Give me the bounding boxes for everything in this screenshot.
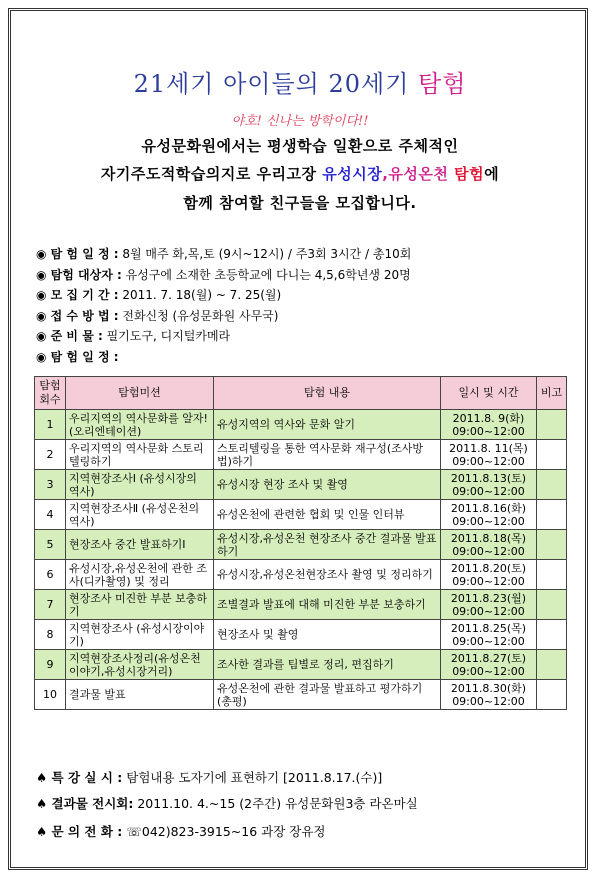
info-list xyxy=(36,244,576,367)
cell-time: 09:00~12:00 xyxy=(452,604,525,618)
cell-date: 2011.8.20(토) xyxy=(450,561,527,575)
cell-datetime xyxy=(441,470,537,500)
cell-mission: 현장조사 중간 발표하기Ⅰ xyxy=(66,530,214,560)
header-note: 비고 xyxy=(537,377,567,410)
table-header xyxy=(35,377,567,410)
cell-mission: 우리지역의 역사문화 스토리텔링하기 xyxy=(66,440,214,470)
cell-content: 스토리텔링을 통한 역사문화 재구성(조사방법)하기 xyxy=(214,440,441,470)
cell-mission: 지역현장조사Ⅱ (유성온천의 역사) xyxy=(66,500,214,530)
table-row xyxy=(35,410,567,440)
cell-mission: 지역현장조사정리(유성온천이야기,유성시장거리) xyxy=(66,650,214,680)
cell-content: 유성시장 현장 조사 및 촬영 xyxy=(214,470,441,500)
cell-note xyxy=(537,680,567,710)
cell-no: 10 xyxy=(35,680,66,710)
place-market: 유성시장 xyxy=(322,165,383,183)
cell-content: 조별결과 발표에 대해 미진한 부분 보충하기 xyxy=(214,590,441,620)
cell-content: 조사한 결과를 팀별로 정리, 편집하기 xyxy=(214,650,441,680)
info-schedule: ◉ 탐 험 일 정 : 8월 매주 화,목,토 (9시~12시) / 주3회 3시간 / 총10회 xyxy=(36,247,412,261)
cell-no: 8 xyxy=(35,620,66,650)
cell-datetime xyxy=(441,500,537,530)
header-mission: 탐험미션 xyxy=(66,377,214,410)
cell-no: 7 xyxy=(35,590,66,620)
cell-mission: 우리지역의 역사문화를 알자!(오리엔테이션) xyxy=(66,410,214,440)
title-accent: 탐험 xyxy=(418,70,467,98)
info-plan: ◉ 탐 험 일 정 : xyxy=(36,349,119,364)
table-row xyxy=(35,650,567,680)
slogan: 야호! 신나는 방학이다!! xyxy=(231,114,369,129)
cell-time: 09:00~12:00 xyxy=(452,544,525,558)
table-row xyxy=(35,530,567,560)
cell-date: 2011.8.27(토) xyxy=(450,651,527,665)
cell-time: 09:00~12:00 xyxy=(452,694,525,708)
lead-line-2 xyxy=(0,163,600,184)
cell-datetime xyxy=(441,590,537,620)
cell-content: 유성온천에 관한 결과물 발표하고 평가하기(총평) xyxy=(214,680,441,710)
cell-no: 6 xyxy=(35,560,66,590)
cell-note xyxy=(537,620,567,650)
lead-text-end: 에 xyxy=(484,165,500,183)
cell-datetime xyxy=(441,440,537,470)
info-target: ◉ 탐험 대상자 : 유성구에 소재한 초등학교에 다니는 4,5,6학년생 20명 xyxy=(36,267,411,282)
cell-date: 2011.8. 9(화) xyxy=(452,411,525,425)
cell-mission: 결과물 발표 xyxy=(66,680,214,710)
cell-datetime xyxy=(441,410,537,440)
header-datetime: 일시 및 시간 xyxy=(441,377,537,410)
cell-date: 2011.8. 11(목) xyxy=(449,441,528,455)
info-period: ◉ 모 집 기 간 : 2011. 7. 18(월) ~ 7. 25(월) xyxy=(36,288,282,302)
cell-note xyxy=(537,410,567,440)
cell-content: 유성시장,유성온천현장조사 촬영 및 정리하기 xyxy=(214,560,441,590)
cell-datetime xyxy=(441,650,537,680)
cell-note xyxy=(537,650,567,680)
cell-note xyxy=(537,590,567,620)
cell-date: 2011.8.18(목) xyxy=(450,531,527,545)
cell-date: 2011.8.25(목) xyxy=(450,621,527,635)
cell-note xyxy=(537,560,567,590)
lead-text: 자기주도적학습의지로 우리고장 xyxy=(100,165,323,183)
cell-date: 2011.8.13(토) xyxy=(450,471,527,485)
table-row xyxy=(35,440,567,470)
header-content: 탐험 내용 xyxy=(214,377,441,410)
cell-content: 유성시장,유성온천 현장조사 중간 결과물 발표하기 xyxy=(214,530,441,560)
lead-explore: 탐험 xyxy=(454,165,485,183)
cell-no: 9 xyxy=(35,650,66,680)
lead-line-1: 유성문화원에서는 평생학습 일환으로 주체적인 xyxy=(141,137,459,155)
cell-content: 현장조사 및 촬영 xyxy=(214,620,441,650)
cell-no: 2 xyxy=(35,440,66,470)
cell-time: 09:00~12:00 xyxy=(452,664,525,678)
cell-mission: 지역현장조사 (유성시장이야기) xyxy=(66,620,214,650)
cell-note xyxy=(537,500,567,530)
cell-time: 09:00~12:00 xyxy=(452,574,525,588)
footer-contact: ♠ 문 의 전 화 : ☏042)823-3915~16 과장 장유정 xyxy=(36,824,326,839)
table-row xyxy=(35,620,567,650)
cell-time: 09:00~12:00 xyxy=(452,514,525,528)
cell-content: 유성지역의 역사와 문화 알기 xyxy=(214,410,441,440)
cell-datetime xyxy=(441,680,537,710)
cell-mission: 지역현장조사Ⅰ (유성시장의 역사) xyxy=(66,470,214,500)
cell-no: 1 xyxy=(35,410,66,440)
table-row xyxy=(35,590,567,620)
cell-time: 09:00~12:00 xyxy=(452,634,525,648)
table-row xyxy=(35,560,567,590)
cell-no: 5 xyxy=(35,530,66,560)
header-no: 탐험 회수 xyxy=(35,377,66,410)
cell-mission: 현장조사 미진한 부분 보충하기 xyxy=(66,590,214,620)
cell-mission: 유성시장,유성온천에 관한 조사(디카촬영) 및 정리 xyxy=(66,560,214,590)
table-row xyxy=(35,680,567,710)
cell-date: 2011.8.16(화) xyxy=(450,501,527,515)
cell-datetime xyxy=(441,620,537,650)
cell-note xyxy=(537,440,567,470)
cell-datetime xyxy=(441,560,537,590)
cell-time: 09:00~12:00 xyxy=(452,454,525,468)
lead-line-3: 함께 참여할 친구들을 모집합니다. xyxy=(183,194,417,212)
cell-no: 3 xyxy=(35,470,66,500)
table-row xyxy=(35,470,567,500)
info-apply: ◉ 접 수 방 법 : 전화신청 (유성문화원 사무국) xyxy=(36,308,279,323)
title-main: 21세기 아이들의 20세기 xyxy=(133,70,410,98)
cell-date: 2011.8.30(화) xyxy=(450,681,527,695)
lead-comma: , xyxy=(382,165,389,183)
footer-lecture: ♠ 특 강 실 시 : 탐험내용 도자기에 표현하기 [2011.8.17.(수)] xyxy=(36,770,383,785)
cell-no: 4 xyxy=(35,500,66,530)
cell-note xyxy=(537,530,567,560)
cell-time: 09:00~12:00 xyxy=(452,424,525,438)
cell-datetime xyxy=(441,530,537,560)
footer-exhibition: ♠ 결과물 전시회: 2011.10. 4.~15 (2주간) 유성문화원3층 라온마실 xyxy=(36,796,418,811)
table-row xyxy=(35,500,567,530)
place-spa: 유성온천 xyxy=(388,165,449,183)
cell-note xyxy=(537,470,567,500)
cell-time: 09:00~12:00 xyxy=(452,484,525,498)
cell-date: 2011.8.23(월) xyxy=(450,591,527,605)
info-supplies: ◉ 준 비 물 : 필기도구, 디지털카메라 xyxy=(36,329,231,343)
cell-content: 유성온천에 관련한 협회 및 인물 인터뷰 xyxy=(214,500,441,530)
page-title xyxy=(0,64,600,99)
schedule-table xyxy=(34,376,567,710)
